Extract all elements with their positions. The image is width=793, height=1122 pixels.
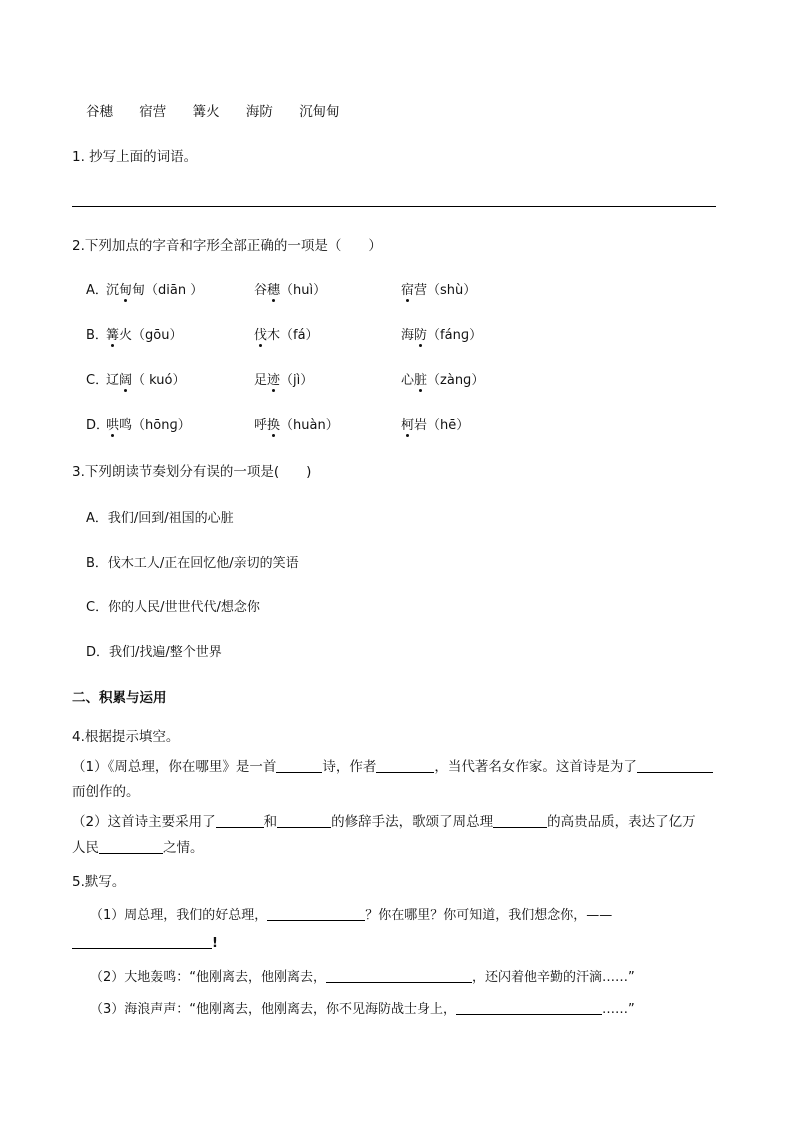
word-item: 宿营 [139, 104, 167, 120]
q2-option-a-item: 宿营（shù） [401, 283, 477, 298]
q5-line-1: （1）周总理，我们的好总理， ？你在哪里？你可知道，我们想念你，—— [90, 908, 613, 923]
q2-option-a-label: A． [86, 283, 108, 298]
q5-line-3: （3）海浪声声：“他刚离去，他刚离去，你不见海防战士身上， ……” [90, 1002, 635, 1017]
fill-blank[interactable] [277, 814, 331, 828]
q2-option-c-item: 足迹（jì） [254, 373, 314, 388]
word-item: 海防 [245, 104, 273, 120]
question-1: 1. 抄写上面的词语。 [72, 149, 198, 165]
question-4: 4.根据提示填空。 [72, 729, 180, 745]
q2-option-a-item: 谷穗（huì） [254, 283, 327, 298]
q2-option-d-item: 呼换（huàn） [254, 418, 339, 433]
q2-option-b-item: 海防（fánɡ） [401, 328, 483, 343]
question-5: 5.默写。 [72, 874, 126, 890]
q2-option-c-item: 辽阔（ kuó） [106, 373, 186, 388]
q3-option-c: C．你的人民/世世代代/想念你 [86, 600, 260, 615]
fill-blank[interactable] [276, 759, 322, 773]
word-list [86, 106, 362, 120]
q3-option-b: B．伐木工人/正在回忆他/亲切的笑语 [86, 556, 299, 571]
fill-blank[interactable] [456, 1001, 602, 1015]
q2-option-b-item: 篝火（gōu） [106, 328, 183, 343]
word-item: 沉甸甸 [299, 104, 340, 120]
q5-line-1-cont: ! [72, 935, 218, 950]
q2-option-d-item: 哄鸣（hōnɡ） [106, 418, 191, 433]
fill-blank[interactable] [216, 814, 264, 828]
fill-blank[interactable] [376, 759, 434, 773]
q3-option-a: A．我们/回到/祖国的心脏 [86, 511, 234, 526]
q4-line-1-cont: 而创作的。 [72, 784, 140, 800]
q2-option-d-item: 柯岩（hē） [401, 418, 470, 433]
fill-blank[interactable] [326, 969, 472, 983]
fill-blank[interactable] [637, 759, 713, 773]
q2-option-b-item: 伐木（fá） [254, 328, 319, 343]
question-3: 3.下列朗读节奏划分有误的一项是( ) [72, 464, 312, 480]
q2-option-c-item: 心脏（zànɡ） [401, 373, 485, 388]
fill-blank[interactable] [99, 840, 163, 854]
question-2: 2.下列加点的字音和字形全部正确的一项是（ ） [72, 238, 382, 254]
q4-line-2: （2）这首诗主要采用了 和 的修辞手法，歌颂了周总理 的高贵品质，表达了亿万 [72, 814, 696, 830]
fill-blank[interactable] [267, 907, 365, 921]
q4-line-2-cont: 人民 之情。 [72, 840, 204, 856]
q3-option-d: D．我们/找遍/整个世界 [86, 645, 222, 660]
q2-option-d-label: D． [86, 418, 110, 433]
word-item: 谷穗 [86, 104, 113, 120]
q2-option-c-label: C． [86, 373, 109, 388]
section-title: 二、积累与运用 [72, 690, 167, 706]
q2-option-b-label: B． [86, 328, 108, 343]
q4-line-1: （1）《周总理，你在哪里》是一首 诗，作者 ，当代著名女作家。这首诗是为了 [72, 759, 713, 775]
copy-answer-line[interactable] [72, 206, 716, 207]
word-item: 篝火 [192, 104, 220, 120]
q2-option-a-item: 沉甸甸（diān ） [106, 283, 204, 298]
fill-blank[interactable] [493, 814, 547, 828]
q5-line-2: （2）大地轰鸣：“他刚离去，他刚离去， ，还闪着他辛勤的汗滴……” [90, 970, 635, 985]
fill-blank[interactable] [72, 935, 212, 949]
